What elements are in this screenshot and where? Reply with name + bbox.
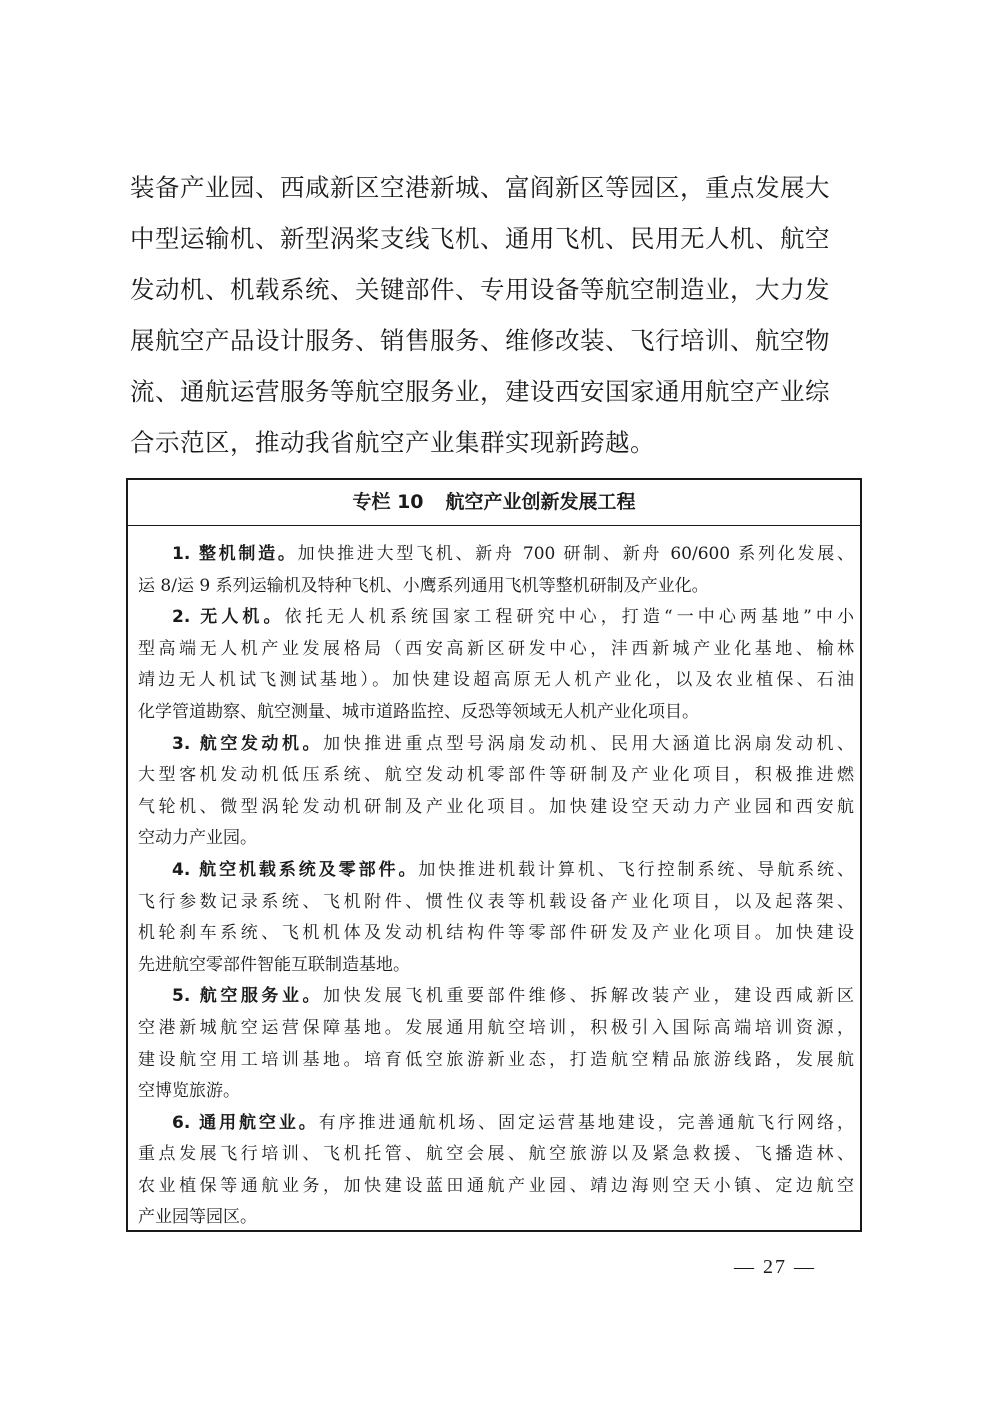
list-item-line: 运 8/运 9 系列运输机及特种飞机、小鹰系列通用飞机等整机研制及产业化。 <box>138 575 709 596</box>
list-item-line: 重点发展飞行培训、飞机托管、航空会展、航空旅游以及紧急救援、飞播造林、 <box>138 1144 854 1165</box>
column-box <box>126 478 862 1232</box>
item-heading: 5. 航空服务业。 <box>172 986 324 1007</box>
list-item-line: 先进航空零部件智能互联制造基地。 <box>138 954 410 975</box>
box-label: 专栏 10 <box>352 491 424 513</box>
item-heading: 2. 无人机。 <box>172 607 285 628</box>
list-item-line: 5. 航空服务业。加快发展飞机重要部件维修、拆解改装产业，建设西咸新区 <box>172 986 854 1007</box>
list-item-line: 飞行参数记录系统、飞机附件、惯性仪表等机载设备产业化项目，以及起落架、 <box>138 891 854 912</box>
list-item-line: 建设航空用工培训基地。培育低空旅游新业态，打造航空精品旅游线路，发展航 <box>138 1049 854 1070</box>
list-item-line: 空博览旅游。 <box>138 1081 240 1102</box>
list-item-line: 大型客机发动机低压系统、航空发动机零部件等研制及产业化项目，积极推进燃 <box>138 765 854 786</box>
list-item-line: 气轮机、微型涡轮发动机研制及产业化项目。加快建设空天动力产业园和西安航 <box>138 796 854 817</box>
body-line: 发动机、机载系统、关键部件、专用设备等航空制造业，大力发 <box>130 275 830 304</box>
list-item-line: 3. 航空发动机。加快推进重点型号涡扇发动机、民用大涵道比涡扇发动机、 <box>172 733 854 754</box>
item-heading: 6. 通用航空业。 <box>172 1112 319 1133</box>
list-item-line: 4. 航空机载系统及零部件。加快推进机载计算机、飞行控制系统、导航系统、 <box>172 859 854 880</box>
list-item-line: 2. 无人机。依托无人机系统国家工程研究中心，打造“一中心两基地”中小 <box>172 607 854 628</box>
body-line: 装备产业园、西咸新区空港新城、富阎新区等园区，重点发展大 <box>130 173 830 202</box>
body-line: 中型运输机、新型涡桨支线飞机、通用飞机、民用无人机、航空 <box>130 224 830 253</box>
item-heading: 1. 整机制造。 <box>172 544 298 564</box>
list-item-line: 6. 通用航空业。有序推进通航机场、固定运营基地建设，完善通航飞行网络， <box>172 1112 854 1133</box>
list-item-line: 机轮刹车系统、飞机机体及发动机结构件等零部件研发及产业化项目。加快建设 <box>138 923 854 944</box>
body-line: 合示范区，推动我省航空产业集群实现新跨越。 <box>130 428 655 457</box>
list-item-line: 化学管道勘察、航空测量、城市道路监控、反恐等领域无人机产业化项目。 <box>138 701 699 722</box>
list-item-line: 空港新城航空运营保障基地。发展通用航空培训，积极引入国际高端培训资源， <box>138 1017 854 1038</box>
page-number: — 27 — <box>734 1256 816 1278</box>
list-item-line: 型高端无人机产业发展格局（西安高新区研发中心，沣西新城产业化基地、榆林 <box>138 638 854 659</box>
body-paragraph <box>130 162 865 468</box>
list-item-line: 1. 整机制造。加快推进大型飞机、新舟 700 研制、新舟 60/600 系列化发展、 <box>172 544 854 564</box>
item-heading: 3. 航空发动机。 <box>172 733 324 754</box>
box-title <box>128 480 860 526</box>
list-item-line: 空动力产业园。 <box>138 828 257 849</box>
item-heading: 4. 航空机载系统及零部件。 <box>172 859 419 880</box>
body-line: 流、通航运营服务等航空服务业，建设西安国家通用航空产业综 <box>130 377 830 406</box>
box-body <box>138 539 854 1234</box>
box-title-text: 航空产业创新发展工程 <box>445 491 636 513</box>
list-item-line: 农业植保等通航业务，加快建设蓝田通航产业园、靖边海则空天小镇、定边航空 <box>138 1175 854 1196</box>
list-item-line: 靖边无人机试飞测试基地）。加快建设超高原无人机产业化，以及农业植保、石油 <box>138 670 854 691</box>
body-line: 展航空产品设计服务、销售服务、维修改装、飞行培训、航空物 <box>130 326 830 355</box>
list-item-line: 产业园等园区。 <box>138 1207 257 1228</box>
